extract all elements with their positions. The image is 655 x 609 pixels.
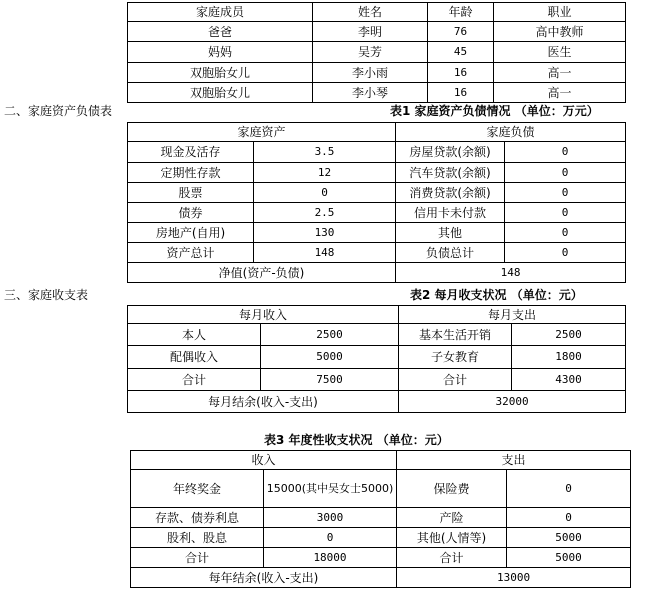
income-total-value: 18000 xyxy=(264,548,397,568)
table-row xyxy=(128,63,626,83)
asset-label: 债券 xyxy=(128,203,254,223)
liability-label: 房屋贷款(余额) xyxy=(396,142,505,163)
income-total-label: 合计 xyxy=(131,548,264,568)
asset-label: 定期性存款 xyxy=(128,163,254,183)
member-age: 76 xyxy=(428,22,494,42)
liability-label: 信用卡未付款 xyxy=(396,203,505,223)
table-row xyxy=(128,324,626,346)
expense-label: 产险 xyxy=(397,508,507,528)
net-worth-value: 148 xyxy=(396,263,626,283)
expense-total-value: 5000 xyxy=(507,548,631,568)
expense-label: 基本生活开销 xyxy=(399,324,512,346)
asset-total-value: 148 xyxy=(254,243,396,263)
asset-label: 现金及活存 xyxy=(128,142,254,163)
monthly-income-expense-table xyxy=(127,305,626,413)
member-job: 高一 xyxy=(494,63,626,83)
member-age: 16 xyxy=(428,63,494,83)
income-value: 15000(其中吴女士5000) xyxy=(264,470,397,508)
member-role: 双胞胎女儿 xyxy=(128,63,313,83)
monthly-balance-label: 每月结余(收入-支出) xyxy=(128,391,399,413)
monthly-income-header: 每月收入 xyxy=(128,306,399,324)
member-age: 16 xyxy=(428,83,494,103)
liability-value: 0 xyxy=(505,223,626,243)
expense-label: 保险费 xyxy=(397,470,507,508)
asset-value: 130 xyxy=(254,223,396,243)
expense-total-label: 合计 xyxy=(399,369,512,391)
table-row xyxy=(128,22,626,42)
member-role: 妈妈 xyxy=(128,42,313,63)
annual-balance-value: 13000 xyxy=(397,568,631,588)
table-row xyxy=(131,548,631,568)
section-heading-income-expense: 三、家庭收支表 xyxy=(4,288,89,302)
income-total-label: 合计 xyxy=(128,369,261,391)
asset-total-label: 资产总计 xyxy=(128,243,254,263)
asset-label: 股票 xyxy=(128,183,254,203)
member-job: 医生 xyxy=(494,42,626,63)
table-caption-1: 表1 家庭资产负债情况 （单位：万元） xyxy=(390,104,599,118)
monthly-balance-value: 32000 xyxy=(399,391,626,413)
column-header: 家庭成员 xyxy=(128,3,313,22)
annual-income-header: 收入 xyxy=(131,451,397,470)
table-row xyxy=(128,83,626,103)
income-value: 0 xyxy=(264,528,397,548)
asset-value: 2.5 xyxy=(254,203,396,223)
asset-value: 12 xyxy=(254,163,396,183)
column-header: 姓名 xyxy=(313,3,428,22)
table-row xyxy=(128,369,626,391)
annual-expense-header: 支出 xyxy=(397,451,631,470)
expense-value: 0 xyxy=(507,508,631,528)
table-header-row xyxy=(128,123,626,142)
income-value: 2500 xyxy=(261,324,399,346)
liability-label: 其他 xyxy=(396,223,505,243)
table-row xyxy=(131,508,631,528)
expense-value: 1800 xyxy=(512,346,626,369)
liability-value: 0 xyxy=(505,163,626,183)
monthly-expense-header: 每月支出 xyxy=(399,306,626,324)
asset-value: 3.5 xyxy=(254,142,396,163)
liability-label: 汽车贷款(余额) xyxy=(396,163,505,183)
net-worth-row xyxy=(128,263,626,283)
table-row xyxy=(128,243,626,263)
asset-value: 0 xyxy=(254,183,396,203)
liability-total-label: 负债总计 xyxy=(396,243,505,263)
member-name: 李明 xyxy=(313,22,428,42)
liability-value: 0 xyxy=(505,203,626,223)
member-name: 李小雨 xyxy=(313,63,428,83)
income-label: 年终奖金 xyxy=(131,470,264,508)
member-role: 双胞胎女儿 xyxy=(128,83,313,103)
income-label: 本人 xyxy=(128,324,261,346)
table-caption-2: 表2 每月收支状况 （单位：元） xyxy=(410,288,583,302)
member-age: 45 xyxy=(428,42,494,63)
table-row xyxy=(131,528,631,548)
table-row xyxy=(128,346,626,369)
table-row xyxy=(128,203,626,223)
column-header: 职业 xyxy=(494,3,626,22)
expense-value: 2500 xyxy=(512,324,626,346)
income-value: 3000 xyxy=(264,508,397,528)
expense-label: 其他(人情等) xyxy=(397,528,507,548)
table-row xyxy=(128,42,626,63)
member-name: 李小琴 xyxy=(313,83,428,103)
annual-balance-row xyxy=(131,568,631,588)
family-members-table xyxy=(127,2,626,103)
liabilities-header: 家庭负债 xyxy=(396,123,626,142)
annual-balance-label: 每年结余(收入-支出) xyxy=(131,568,397,588)
liability-value: 0 xyxy=(505,142,626,163)
table-header-row xyxy=(128,306,626,324)
table-row xyxy=(128,142,626,163)
expense-value: 5000 xyxy=(507,528,631,548)
column-header: 年龄 xyxy=(428,3,494,22)
balance-sheet-table xyxy=(127,122,626,283)
section-heading-balance-sheet: 二、家庭资产负债表 xyxy=(4,104,113,118)
income-total-value: 7500 xyxy=(261,369,399,391)
income-label: 存款、债券利息 xyxy=(131,508,264,528)
member-role: 爸爸 xyxy=(128,22,313,42)
income-label: 股利、股息 xyxy=(131,528,264,548)
expense-total-label: 合计 xyxy=(397,548,507,568)
income-label: 配偶收入 xyxy=(128,346,261,369)
annual-income-expense-table xyxy=(130,450,631,588)
table-caption-3: 表3 年度性收支状况 （单位：元） xyxy=(264,433,449,447)
member-job: 高中教师 xyxy=(494,22,626,42)
member-name: 吴芳 xyxy=(313,42,428,63)
monthly-balance-row xyxy=(128,391,626,413)
assets-header: 家庭资产 xyxy=(128,123,396,142)
liability-value: 0 xyxy=(505,183,626,203)
liability-label: 消费贷款(余额) xyxy=(396,183,505,203)
income-value: 5000 xyxy=(261,346,399,369)
table-row xyxy=(128,163,626,183)
table-header-row xyxy=(131,451,631,470)
member-job: 高一 xyxy=(494,83,626,103)
expense-label: 子女教育 xyxy=(399,346,512,369)
liability-total-value: 0 xyxy=(505,243,626,263)
table-row xyxy=(128,223,626,243)
table-row xyxy=(128,183,626,203)
net-worth-label: 净值(资产-负债) xyxy=(128,263,396,283)
table-row xyxy=(131,470,631,508)
expense-total-value: 4300 xyxy=(512,369,626,391)
table-header-row xyxy=(128,3,626,22)
expense-value: 0 xyxy=(507,470,631,508)
asset-label: 房地产(自用) xyxy=(128,223,254,243)
